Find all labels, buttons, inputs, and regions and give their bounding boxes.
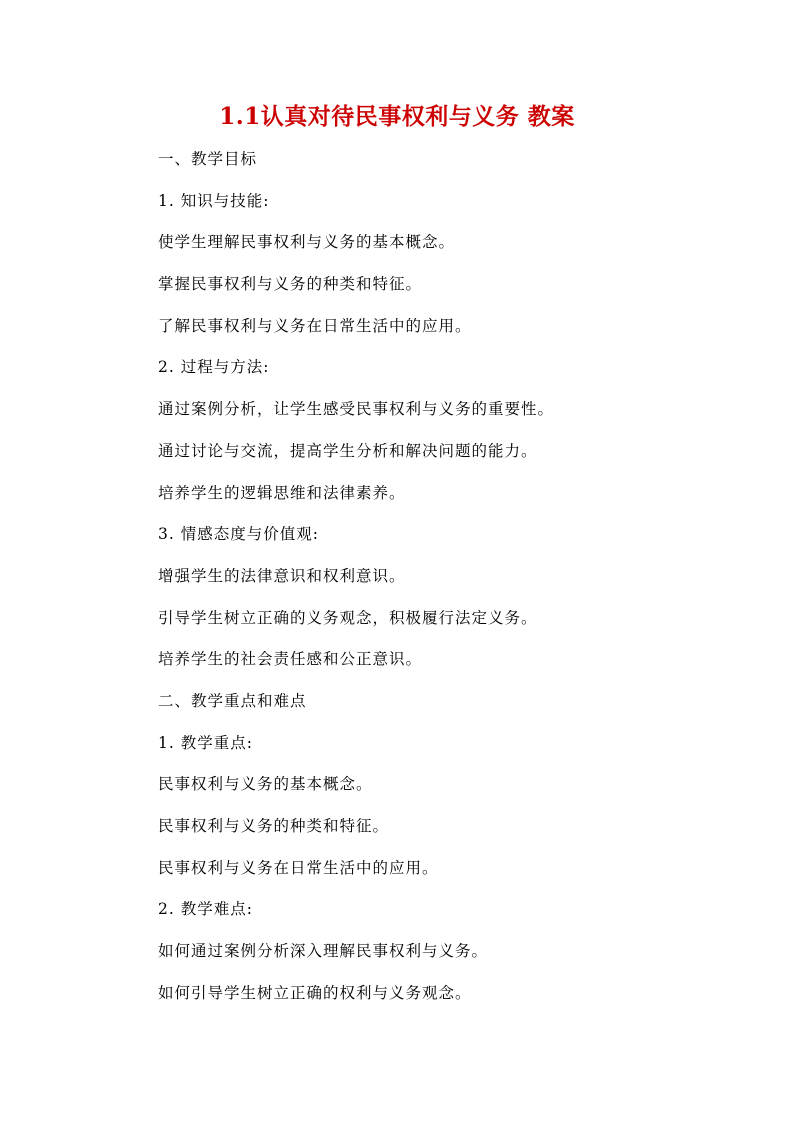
text-line: 1. 知识与技能: — [158, 191, 270, 210]
text-line: 如何通过案例分析深入理解民事权利与义务。 — [158, 942, 489, 961]
text-line: 3. 情感态度与价值观: — [158, 525, 319, 544]
text-line: 如何引导学生树立正确的权利与义务观念。 — [158, 983, 472, 1002]
document-body — [158, 146, 758, 1021]
text-line: 通过案例分析，让学生感受民事权利与义务的重要性。 — [158, 400, 555, 419]
text-line: 2. 教学难点: — [158, 900, 253, 919]
text-line: 掌握民事权利与义务的种类和特征。 — [158, 275, 423, 294]
text-line: 增强学生的法律意识和权利意识。 — [158, 566, 406, 585]
text-line: 民事权利与义务的基本概念。 — [158, 775, 373, 794]
text-line: 民事权利与义务在日常生活中的应用。 — [158, 858, 439, 877]
text-line: 使学生理解民事权利与义务的基本概念。 — [158, 233, 456, 252]
text-line: 培养学生的社会责任感和公正意识。 — [158, 650, 423, 669]
document-title: 1.1认真对待民事权利与义务 教案 — [219, 103, 575, 130]
text-line: 了解民事权利与义务在日常生活中的应用。 — [158, 316, 472, 335]
text-line: 引导学生树立正确的义务观念，积极履行法定义务。 — [158, 608, 538, 627]
text-line: 二、教学重点和难点 — [158, 691, 307, 710]
text-line: 1. 教学重点: — [158, 733, 253, 752]
text-line: 民事权利与义务的种类和特征。 — [158, 817, 390, 835]
text-line: 通过讨论与交流，提高学生分析和解决问题的能力。 — [158, 441, 538, 460]
text-line: 一、教学目标 — [158, 150, 258, 168]
text-line: 2. 过程与方法: — [158, 358, 270, 377]
text-line: 培养学生的逻辑思维和法律素养。 — [158, 483, 406, 502]
